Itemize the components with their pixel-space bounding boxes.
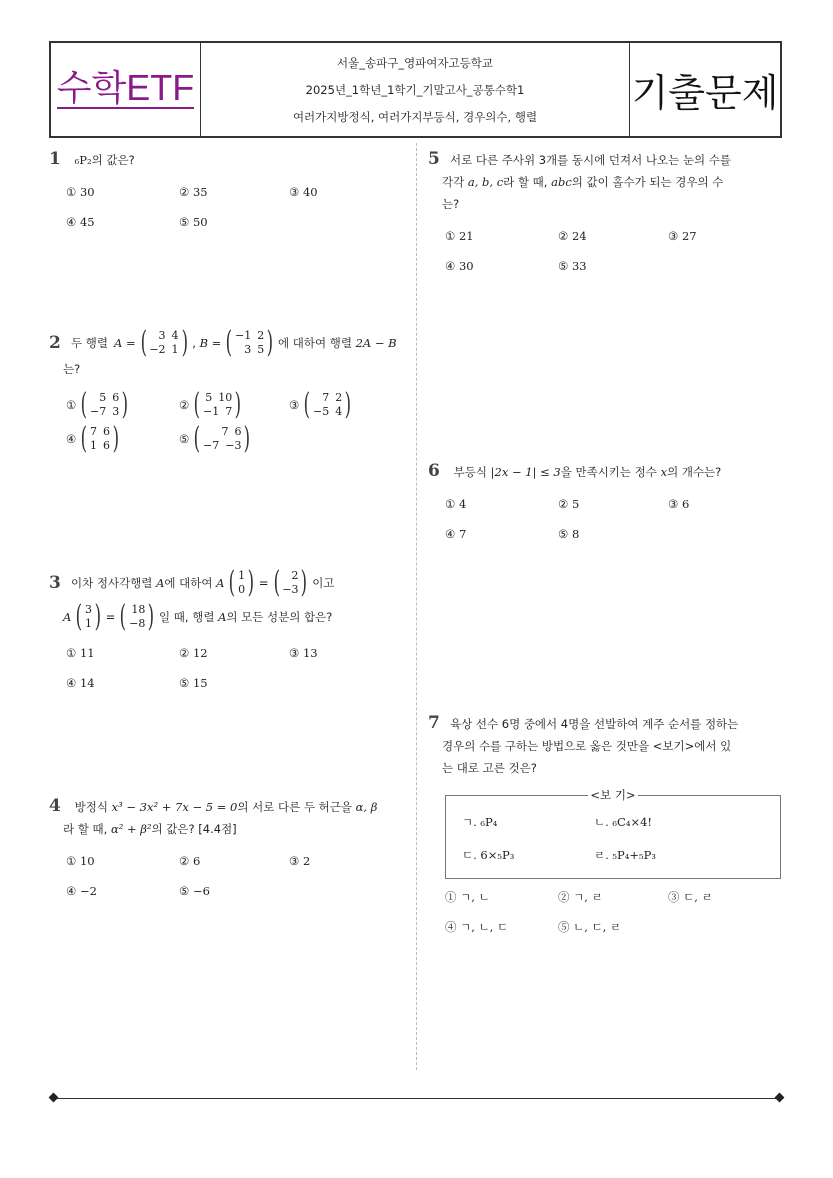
question-number: 6: [428, 461, 440, 481]
choice-2[interactable]: ② 6: [179, 854, 201, 868]
choice-3[interactable]: ③ 2: [289, 854, 311, 868]
question-5: [428, 148, 788, 277]
exam-topics: 여러가지방정식, 여러가지부등식, 경우의수, 행렬: [292, 109, 538, 124]
choice-1[interactable]: ① 11: [66, 646, 95, 660]
choice-3[interactable]: ③ 27: [668, 229, 697, 243]
bogi-title: <보 기>: [590, 788, 636, 802]
choice-list: [49, 181, 409, 233]
brand-box: [51, 43, 201, 136]
matrix-label: A: [63, 610, 72, 624]
question-number: 2: [49, 333, 61, 353]
question-number: 4: [49, 796, 61, 816]
choice-5[interactable]: ⑤ ( 7 6 −7 −3 ): [179, 421, 251, 456]
variable: x: [660, 465, 668, 479]
choice-5[interactable]: ⑤ 50: [179, 215, 208, 229]
question-stem: 을 만족시키는 정수: [560, 465, 657, 479]
inequality: |2x − 1| ≤ 3: [490, 465, 561, 479]
sum-squares-expr: α² + β²: [110, 822, 152, 836]
vector-2: ( 3 1 ): [75, 599, 102, 634]
choice-3[interactable]: ③ ( 7 2 −5 4 ): [289, 387, 352, 422]
choice-3[interactable]: ③ ㄷ, ㄹ: [668, 890, 713, 904]
choice-list: [428, 493, 788, 545]
brand-logo: 수학ETF: [56, 67, 195, 108]
choice-3[interactable]: ③ 40: [289, 185, 318, 199]
question-stem: 에 대하여: [164, 576, 213, 590]
question-6: [428, 460, 788, 545]
choice-5[interactable]: ⑤ 8: [558, 527, 580, 541]
page-title: 기출문제: [631, 71, 779, 115]
bogi-item-b: ㄴ. ₆C₄×4!: [594, 815, 653, 829]
question-number: 1: [49, 149, 61, 169]
choice-5[interactable]: ⑤ 33: [558, 259, 587, 273]
question-3: 3 이차 정사각행렬 A 에 대하여 A ( 1 0 ) = ( 2 −3 ) 이고 A ( 3 1 ) = ( 18 −8 ) 일 때, 행렬 A 의 모든 성분의 합은? ① 11 ② 12 ③ 13 ④ 14 ⑤ 15: [49, 568, 409, 694]
choice-list: [428, 886, 788, 938]
choice-2[interactable]: ② ㄱ, ㄹ: [558, 890, 603, 904]
question-stem: 의 모든 성분의 합은?: [226, 610, 333, 624]
question-stem: 이고: [312, 576, 335, 590]
choice-3[interactable]: ③ 6: [668, 497, 690, 511]
choice-5[interactable]: ⑤ ㄴ, ㄷ, ㄹ: [558, 920, 622, 934]
vector-1: ( 1 0 ): [229, 565, 255, 600]
variables: a, b, c: [467, 175, 504, 189]
question-stem: 두 행렬: [71, 336, 108, 350]
question-stem: 서로 다른 주사위 3개를 동시에 던져서 나오는 눈의 수를: [450, 153, 731, 167]
choice-2[interactable]: ② 12: [179, 646, 208, 660]
choice-1[interactable]: ① ㄱ, ㄴ: [445, 890, 490, 904]
exam-name: 2025년_1학년_1학기_기말고사_공통수학1: [305, 82, 525, 97]
choice-2[interactable]: ② 5: [558, 497, 580, 511]
product-expr: abc: [551, 175, 572, 189]
column-divider: [416, 143, 417, 1070]
question-stem: 육상 선수 6명 중에서 4명을 선발하여 계주 순서를 정하는: [450, 717, 739, 731]
exam-header: [49, 41, 782, 138]
bogi-box: [445, 788, 781, 879]
choice-1[interactable]: ① 4: [445, 497, 467, 511]
choice-1[interactable]: ① ( 5 6 −7 3 ): [66, 387, 129, 422]
question-1: [49, 148, 409, 233]
permutation-expr: ₆P₂: [74, 153, 92, 167]
question-stem: 의 값은? [4.4점]: [151, 822, 237, 836]
question-stem: 경우의 수를 구하는 방법으로 옳은 것만을 <보기>에서 있: [442, 739, 732, 753]
choice-1[interactable]: ① 21: [445, 229, 474, 243]
question-stem: 는?: [63, 362, 81, 376]
result-1: ( 2 −3 ): [273, 565, 308, 600]
choice-1[interactable]: ① 10: [66, 854, 95, 868]
question-number: 7: [428, 713, 440, 733]
question-stem: 부등식: [453, 465, 487, 479]
choice-2[interactable]: ② 35: [179, 185, 208, 199]
choice-4[interactable]: ④ −2: [66, 884, 97, 898]
choice-list: [49, 642, 409, 694]
question-stem: 라 할 때,: [63, 822, 108, 836]
choice-4[interactable]: ④ 30: [445, 259, 474, 273]
roots-label: α, β: [355, 800, 378, 814]
choice-4[interactable]: ④ 7: [445, 527, 467, 541]
question-7: [428, 712, 788, 779]
school-name: 서울_송파구_영파여자고등학교: [337, 55, 493, 70]
footer-rule: [53, 1098, 779, 1099]
question-stem: 의 개수는?: [667, 465, 722, 479]
question-stem: 는 대로 고른 것은?: [442, 761, 537, 775]
bogi-item-d: ㄹ. ₅P₄+₅P₃: [594, 848, 656, 862]
question-7-choices: [428, 886, 788, 938]
question-stem: 각각: [442, 175, 465, 189]
question-stem: 일 때, 행렬: [159, 610, 215, 624]
choice-4[interactable]: ④ 14: [66, 676, 95, 690]
question-4: [49, 795, 409, 902]
matrix-a: ( 3 4 −2 1 ): [140, 325, 188, 360]
footer-left-diamond: [49, 1093, 59, 1103]
choice-2[interactable]: ② ( 5 10 −1 7 ): [179, 387, 242, 422]
matrix-expr: 2A − B: [355, 336, 397, 350]
matrix-label: A: [156, 576, 165, 590]
question-stem: 라 할 때,: [503, 175, 548, 189]
footer-right-diamond: [775, 1093, 785, 1103]
choice-4[interactable]: ④ ㄱ, ㄴ, ㄷ: [445, 920, 509, 934]
question-stem: 는?: [442, 197, 460, 211]
exam-info: [201, 43, 630, 136]
equation: x³ − 3x² + 7x − 5 = 0: [111, 800, 238, 814]
question-stem: 이차 정사각행렬: [71, 576, 153, 590]
choice-list: [428, 225, 788, 277]
question-stem: 의 서로 다른 두 허근을: [237, 800, 352, 814]
choice-4[interactable]: ④ 45: [66, 215, 95, 229]
question-stem: 방정식: [74, 800, 108, 814]
choice-2[interactable]: ② 24: [558, 229, 587, 243]
choice-list: [49, 850, 409, 902]
question-stem: 의 값이 홀수가 되는 경우의 수: [571, 175, 724, 189]
question-2: 2 두 행렬 A = ( 3 4 −2 1 ) , B = ( −1 2 3 5 ) 에 대하여 행렬 2A − B 는? ① ( 5 6 −7 3 ) ② ( 5 10 −1 7 ) ③ ( 7 2 −5 4 ) ④ ( 7 6 1 6 ) ⑤ ( 7 6 −7 −3 ): [49, 328, 409, 454]
question-stem: 에 대하여 행렬: [277, 336, 352, 350]
bogi-item-c: ㄷ. 6×₅P₃: [462, 848, 515, 862]
choice-5[interactable]: ⑤ −6: [179, 884, 210, 898]
question-stem: 의 값은?: [91, 153, 135, 167]
matrix-label: A: [218, 610, 227, 624]
question-number: 5: [428, 149, 440, 169]
choice-3[interactable]: ③ 13: [289, 646, 318, 660]
choice-1[interactable]: ① 30: [66, 185, 95, 199]
bogi-item-a: ㄱ. ₆P₄: [462, 815, 498, 829]
result-2: ( 18 −8 ): [120, 599, 155, 634]
matrix-label: A: [216, 576, 225, 590]
matrix-b: ( −1 2 3 5 ): [225, 325, 274, 360]
question-number: 3: [49, 573, 61, 593]
matrix-b-label: B =: [199, 336, 222, 350]
choice-4[interactable]: ④ ( 7 6 1 6 ): [66, 421, 120, 456]
matrix-a-label: A =: [113, 336, 136, 350]
choice-5[interactable]: ⑤ 15: [179, 676, 208, 690]
